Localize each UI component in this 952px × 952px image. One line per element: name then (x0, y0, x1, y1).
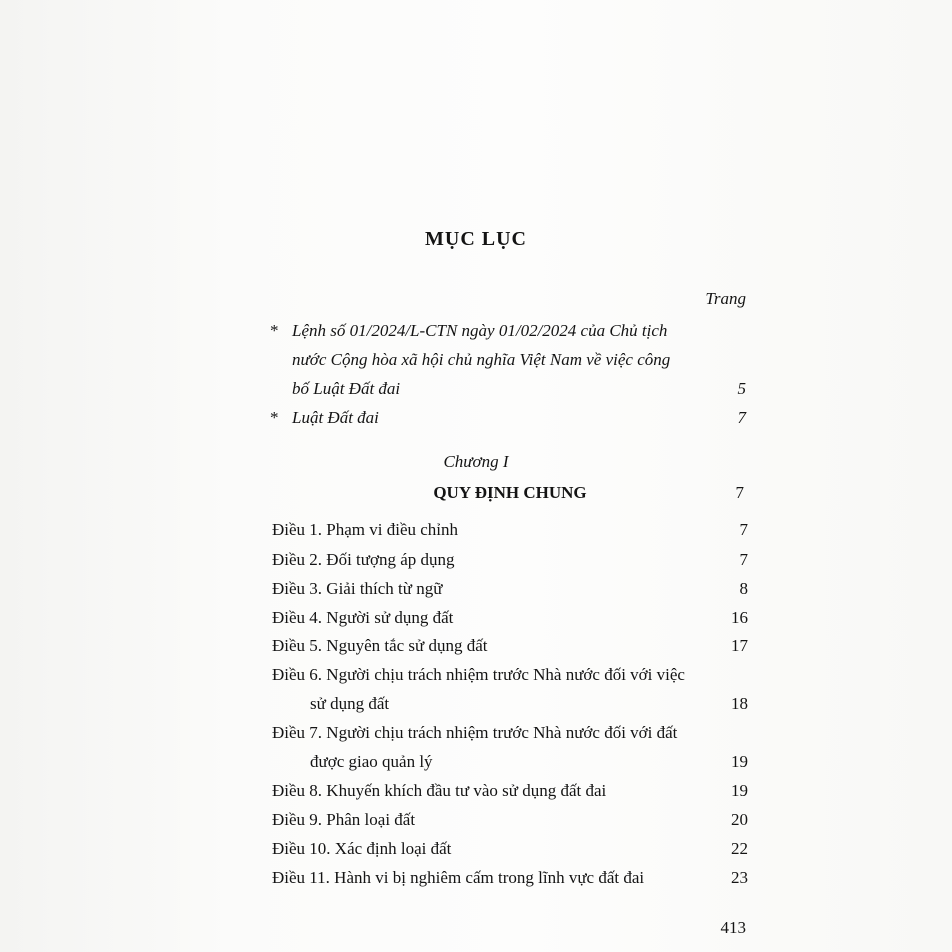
article-title: Điều 1. Phạm vi điều chỉnh (272, 520, 459, 539)
toc-entry-line: bố Luật Đất đai (292, 379, 401, 398)
chapter-label: Chương I (443, 452, 509, 471)
article-page: 19 (731, 752, 748, 771)
article-title: Điều 3. Giải thích từ ngữ (272, 579, 443, 598)
toc-article-4 (272, 603, 748, 632)
toc-article-5 (272, 631, 748, 660)
page-number: 413 (720, 918, 746, 937)
article-page: 22 (731, 839, 748, 858)
article-title-cont: được giao quản lý (310, 752, 433, 771)
chapter-page: 7 (735, 483, 744, 502)
toc-article-7 (272, 718, 748, 776)
article-page: 7 (739, 550, 748, 569)
toc-entry-decree (270, 316, 746, 403)
toc-article-3 (272, 574, 748, 603)
article-page: 19 (731, 781, 748, 800)
toc-article-1 (272, 515, 748, 544)
toc-article-2 (272, 545, 748, 574)
toc-entry-law (270, 403, 746, 432)
article-title: Điều 9. Phân loại đất (272, 810, 416, 829)
chapter-title: QUY ĐỊNH CHUNG (433, 483, 587, 502)
toc-entry-line: Luật Đất đai (292, 408, 379, 427)
toc-article-8 (272, 776, 748, 805)
toc-entry-page: 5 (737, 379, 746, 398)
article-title: Điều 4. Người sử dụng đất (272, 608, 454, 627)
bullet-star: * (270, 321, 279, 340)
toc-article-9 (272, 805, 748, 834)
article-page: 16 (731, 608, 748, 627)
article-page: 20 (731, 810, 748, 829)
toc-entry-page: 7 (737, 408, 746, 427)
article-title: Điều 7. Người chịu trách nhiệm trước Nhà nước đối với đất (272, 723, 678, 742)
bullet-star: * (270, 408, 279, 427)
article-title-cont: sử dụng đất (310, 694, 390, 713)
article-page: 18 (731, 694, 748, 713)
article-title: Điều 11. Hành vi bị nghiêm cấm trong lĩnh vực đất đai (272, 868, 645, 887)
toc-article-6 (272, 660, 748, 718)
article-page: 23 (731, 868, 748, 887)
toc-article-11 (272, 863, 748, 892)
toc-title: MỤC LỤC (425, 228, 527, 250)
article-title: Điều 6. Người chịu trách nhiệm trước Nhà nước đối với việc (272, 665, 685, 684)
article-page: 8 (739, 579, 748, 598)
article-title: Điều 5. Nguyên tắc sử dụng đất (272, 636, 488, 655)
article-title: Điều 10. Xác định loại đất (272, 839, 452, 858)
article-title: Điều 2. Đối tượng áp dụng (272, 550, 455, 569)
toc-entry-line: Lệnh số 01/2024/L-CTN ngày 01/02/2024 của Chủ tịch (292, 321, 668, 340)
article-page: 17 (731, 636, 748, 655)
article-page: 7 (739, 520, 748, 539)
article-title: Điều 8. Khuyến khích đầu tư vào sử dụng đất đai (272, 781, 607, 800)
toc-article-10 (272, 834, 748, 863)
page-column-label: Trang (705, 289, 746, 308)
toc-entry-line: nước Cộng hòa xã hội chủ nghĩa Việt Nam về việc công (292, 350, 671, 369)
